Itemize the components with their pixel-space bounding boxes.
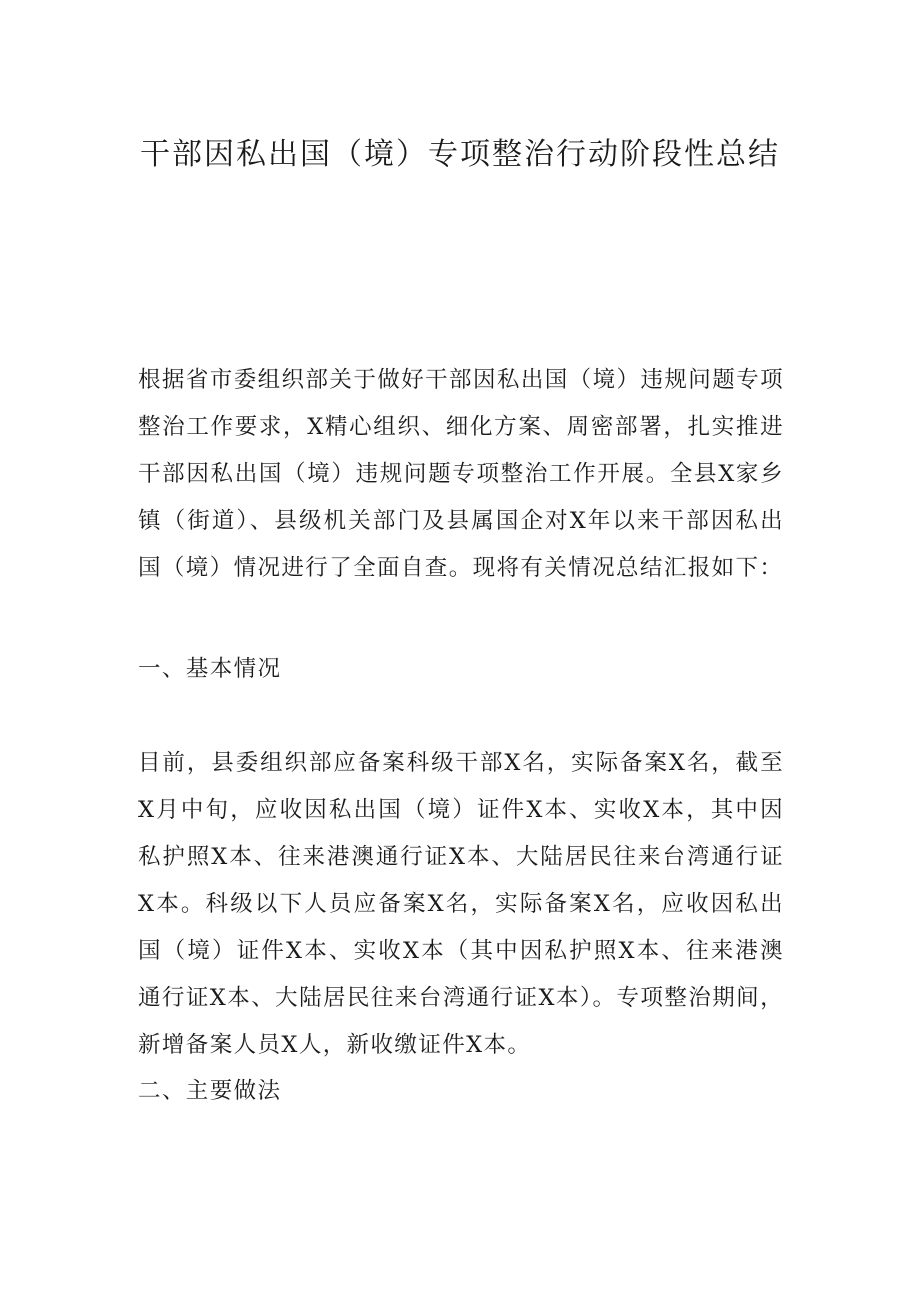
intro-paragraph: 根据省市委组织部关于做好干部因私出国（境）违规问题专项整治工作要求，X精心组织、细化方案、周密部署，扎实推进干部因私出国（境）违规问题专项整治工作开展。全县X家乡镇（街道）、县级机关部门及县属国企对X年以来干部因私出国（境）情况进行了全面自查。现将有关情况总结汇报如下：	[138, 367, 784, 581]
document-title: 干部因私出国（境）专项整治行动阶段性总结	[140, 137, 780, 172]
section-heading-basic-situation: 一、基本情况	[138, 656, 282, 682]
section-heading-main-practices: 二、主要做法	[138, 1078, 282, 1104]
basic-situation-paragraph: 目前，县委组织部应备案科级干部X名，实际备案X名，截至X月中旬，应收因私出国（境）证件X本、实收X本，其中因私护照X本、往来港澳通行证X本、大陆居民往来台湾通行证X本。科级以下人员应备案X名，实际备案X名，应收因私出国（境）证件X本、实收X本（其中因私护照X本、往来港澳通行证X本、大陆居民往来台湾通行证X本）。专项整治期间，新增备案人员X人，新收缴证件X本。	[138, 750, 784, 1058]
